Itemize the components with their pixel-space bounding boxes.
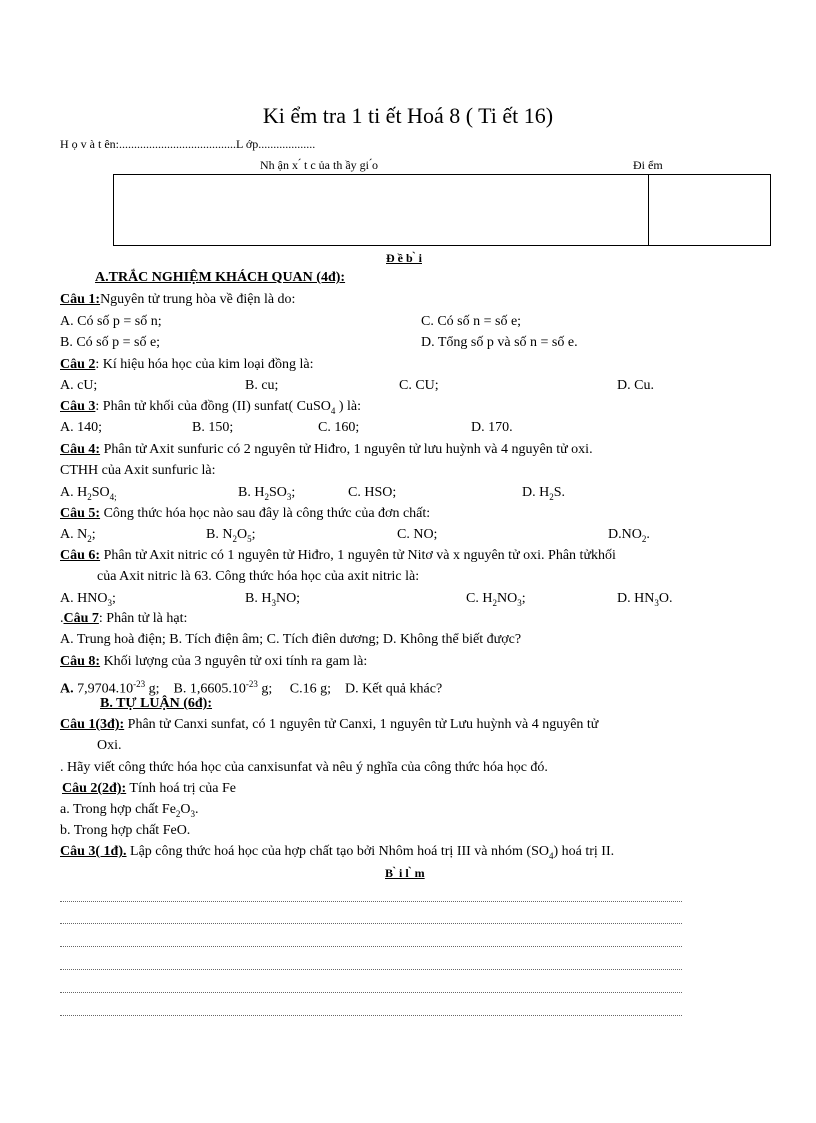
q6-c-1: C. H [466,591,493,606]
t2-option-b: b. Trong hợp chất FeO. [60,823,191,838]
q6-line [60,546,616,566]
answer-line [60,946,682,947]
t1-line [60,715,598,735]
q6-b-3: NO; [275,591,301,606]
answer-title: B ̀ i l ̀ m [385,866,425,880]
q6-d-3: O. [658,591,673,606]
page-title: Ki ểm tra 1 ti ết Hoá 8 ( Ti ết 16) [262,103,554,128]
q3-text-end: ) là: [335,399,362,414]
q6-option-c [466,589,526,613]
q4-text: Phân tử Axit sunfuric có 2 nguyên tử Hiđro, 1 nguyên tử lưu huỳnh và 4 nguyên tử oxi. [100,442,593,457]
t3-text-end: ) hoá trị II. [553,844,615,859]
q5-b-2: 2 [232,533,237,544]
q2-text: : Kí hiệu hóa học của kim loại đồng là: [95,357,314,372]
q4-a-1: A. H [60,485,88,500]
q2-option-d: D. Cu. [617,378,654,393]
q8-option-d: D. Kết quả khác? [344,681,443,697]
q6-label: Câu 6: [60,548,101,563]
q2-label: Câu 2 [60,357,96,372]
q1-label: Câu 1: [60,292,101,307]
t2-a-2: 2 [175,808,181,819]
q8-a-1: 7,9704.10 [73,681,134,697]
q4-a-2: 2 [87,491,92,502]
q4-d-1: D. H [522,485,550,500]
t2-text: Tính hoá trị của Fe [126,781,236,796]
q5-text: Công thức hóa học nào sau đây là công thức của đơn chất: [100,506,431,521]
exam-title: Đ ề b ̀ i [386,251,422,265]
t2-a-3: O [180,802,191,817]
q8-option-c: C.16 g; [289,681,331,697]
q6-line-2: của Axit nitric là 63. Công thức hóa học của axit nitric là: [97,569,420,584]
q4-d-3: S. [553,485,566,500]
q3-option-b: B. 150; [192,420,234,435]
t2-label: Câu 2(2đ): [62,781,127,796]
q5-d-2: 2 [641,533,647,544]
q4-b-3: SO [268,485,287,500]
q6-c-5: ; [521,591,526,606]
q2-option-b: B. cu; [245,378,279,393]
q5-b-5: ; [251,527,256,542]
q7-options: A. Trung hoà điện; B. Tích điện âm; C. Tích điên dương; D. Không thể biết được? [60,632,522,647]
q5-option-c: C. NO; [397,527,438,542]
q8-label: Câu 8: [60,654,101,669]
q4-line [60,440,593,460]
q4-a-3: SO [91,485,110,500]
q5-b-1: B. N [206,527,233,542]
q4-option-c: C. HSO; [348,485,397,500]
q5-label: Câu 5: [60,506,101,521]
q6-c-2: 2 [492,597,497,608]
q5-b-3: O [236,527,248,542]
answer-line [60,969,682,970]
q3-option-c: C. 160; [318,420,360,435]
q5-d-1: D.NO [608,527,642,542]
q8-a-2: -23 [133,679,146,689]
box-divider [648,175,649,245]
q4-label: Câu 4: [60,442,101,457]
answer-line [60,901,682,902]
q4-option-d [522,483,565,507]
answer-line [60,992,682,993]
q5-a-3: ; [91,527,96,542]
q2-option-a: A. cU; [60,378,98,393]
q6-b-2: 3 [271,597,276,608]
q6-d-2: 3 [654,597,659,608]
q5-a-2: 2 [87,533,92,544]
q7-label: Câu 7 [63,611,99,626]
t1-line-3: . Hãy viết công thức hóa học của canxisunfat và nêu ý nghĩa của công thức hóa học đó. [60,760,548,775]
q4-b-2: 2 [264,491,269,502]
q6-c-4: 3 [517,597,522,608]
answer-line [60,1015,682,1016]
q4-d-2: 2 [549,491,554,502]
q3-text-sub: 4 [330,405,336,416]
q5-a-1: A. N [60,527,88,542]
q1-option-b: B. Có số p = số e; [60,335,161,350]
q4-b-1: B. H [238,485,265,500]
q8-b-3: g; [257,681,273,697]
q8-b-1: B. 1,6605.10 [173,681,246,697]
q4-b-4: 3 [286,491,292,502]
comment-score-box [113,174,771,246]
q7-line [60,609,187,629]
t3-text-sub: 4 [548,850,554,861]
q6-b-1: B. H [245,591,272,606]
t3-line [60,842,614,866]
name-class-line: H ọ v à t ên:.......................................L ớp................... [60,137,316,151]
q7-text: : Phân tử là hạt: [98,611,188,626]
t2-a-1: a. Trong hợp chất Fe [60,802,176,817]
q8-a-label: A. [60,681,74,697]
q6-a-1: A. HNO [60,591,108,606]
q1-option-d: D. Tổng số p và số n = số e. [421,335,578,350]
q6-text: Phân tử Axit nitric có 1 nguyên tử Hiđro, 1 nguyên tử Nitơ và x nguyên tử oxi. Phân tửkhối [100,548,616,563]
q6-a-2: 3 [107,597,112,608]
answer-line [60,923,682,924]
q5-line [60,504,430,524]
t3-text: Lập công thức hoá học của hợp chất tạo bởi Nhôm hoá trị III và nhóm (SO [126,844,549,859]
q5-b-4: 5 [247,533,252,544]
t2-line [62,779,236,799]
q8-line [60,652,367,672]
q3-text: : Phân tử khối của đồng (II) sunfat( CuSO [95,399,331,414]
q1-option-c: C. Có số n = số e; [421,314,522,329]
q2-option-c: C. CU; [399,378,439,393]
q6-d-1: D. HN [617,591,655,606]
q4-line-2: CTHH của Axit sunfuric là: [60,463,216,478]
q1-option-a: A. Có số p = số n; [60,314,162,329]
t1-label: Câu 1(3đ): [60,717,125,732]
q3-option-a: A. 140; [60,420,102,435]
q8-a-3: g; [145,681,160,697]
t1-text: Phân tử Canxi sunfat, có 1 nguyên tử Canxi, 1 nguyên tử Lưu huỳnh và 4 nguyên tử [124,717,599,732]
q6-c-3: NO [496,591,518,606]
q3-label: Câu 3 [60,399,96,414]
t1-line-2: Oxi. [97,738,122,753]
q4-a-4: 4; [109,491,117,502]
q8-text: Khối lượng của 3 nguyên tử oxi tính ra gam là: [100,654,368,669]
q4-b-5: ; [291,485,296,500]
q6-option-b [245,589,300,613]
q1-text: Nguyên tử trung hòa về điện là do: [100,292,296,307]
q8-b-2: -23 [245,679,258,689]
comment-label: Nh ận x ́ t c ủa th ầy gi ́o [260,158,378,172]
section-b-heading: B. TỰ LUẬN (6đ): [100,696,213,711]
q6-a-3: ; [111,591,116,606]
score-label: Đi ểm [633,158,663,172]
q1-line [60,290,295,310]
q5-d-3: . [646,527,650,542]
q3-option-d: D. 170. [471,420,513,435]
t3-label: Câu 3( 1đ). [60,844,127,859]
q2-line [60,355,314,375]
t2-a-5: . [195,802,199,817]
q7-prefix: . [60,611,64,626]
section-a-heading: A.TRẮC NGHIỆM KHÁCH QUAN (4đ): [95,270,346,285]
q6-option-d [617,589,672,613]
t2-a-4: 3 [190,808,196,819]
